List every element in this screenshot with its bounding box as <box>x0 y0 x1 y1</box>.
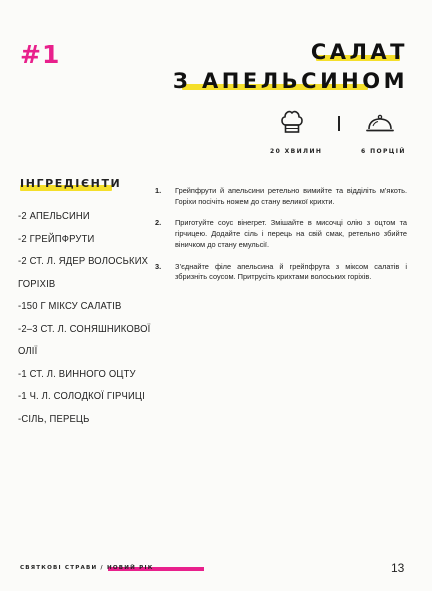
ingredient-item: -150 Г МІКСУ САЛАТІВ <box>18 300 122 312</box>
chef-hat-icon <box>280 109 304 139</box>
ingredient-item: -2 АПЕЛЬСИНИ <box>18 210 90 222</box>
ingredient-item: -2 СТ. Л. ЯДЕР ВОЛОСЬКИХ <box>18 255 149 267</box>
ingredient-item: -2–3 СТ. Л. СОНЯШНИКОВОЇ <box>18 322 151 335</box>
ingredient-item: -СІЛЬ, ПЕРЕЦЬ <box>18 412 90 425</box>
serving-cloche-icon <box>366 114 394 138</box>
step-text: Грейпфрути й апельсини ретельно вимийте та відділіть м’якоть. Горіхи посічіть ножем до стану великої крихти. <box>175 186 407 206</box>
step-text: Приготуйте соус вінегрет. Змішайте в мисочці олію з оцтом та гірчицею. Додайте сіль і перець на свій смак, ретельно збийте віничком до стану емульсії. <box>175 218 407 249</box>
ingredient-item: -1 СТ. Л. ВИННОГО ОЦТУ <box>18 367 136 380</box>
step-item <box>155 262 407 283</box>
footer-section: СВЯТКОВІ СТРАВИ / НОВИЙ РІК <box>20 565 154 571</box>
ingredient-item: ГОРІХІВ <box>18 277 56 290</box>
ingredients-list <box>18 205 151 430</box>
time-label: 20 ХВИЛИН <box>270 148 323 155</box>
ingredients-title: ІНГРЕДІЄНТИ <box>20 177 122 190</box>
servings-label: 6 ПОРЦІЙ <box>361 148 406 155</box>
step-item <box>155 218 407 250</box>
ingredient-item: ОЛІЇ <box>18 345 38 357</box>
step-number: 1. <box>155 186 162 195</box>
steps-list <box>155 186 407 294</box>
ingredient-item: -1 Ч. Л. СОЛОДКОЇ ГІРЧИЦІ <box>18 390 145 402</box>
recipe-number: #1 <box>20 40 61 69</box>
recipe-title-line1: САЛАТ <box>310 40 408 64</box>
step-item <box>155 186 407 207</box>
ingredient-item: -2 ГРЕЙПФРУТИ <box>18 232 95 245</box>
step-text: З’єднайте філе апельсина й грейпфрута з міксом салатів і збризніть соусом. Притрусіть крихтами волоських горіхів. <box>175 261 407 282</box>
step-number: 3. <box>155 261 162 271</box>
meta-divider <box>338 116 340 131</box>
page-number: 13 <box>391 561 405 575</box>
recipe-title-line2: З АПЕЛЬСИНОМ <box>172 69 408 93</box>
step-number: 2. <box>155 218 162 228</box>
